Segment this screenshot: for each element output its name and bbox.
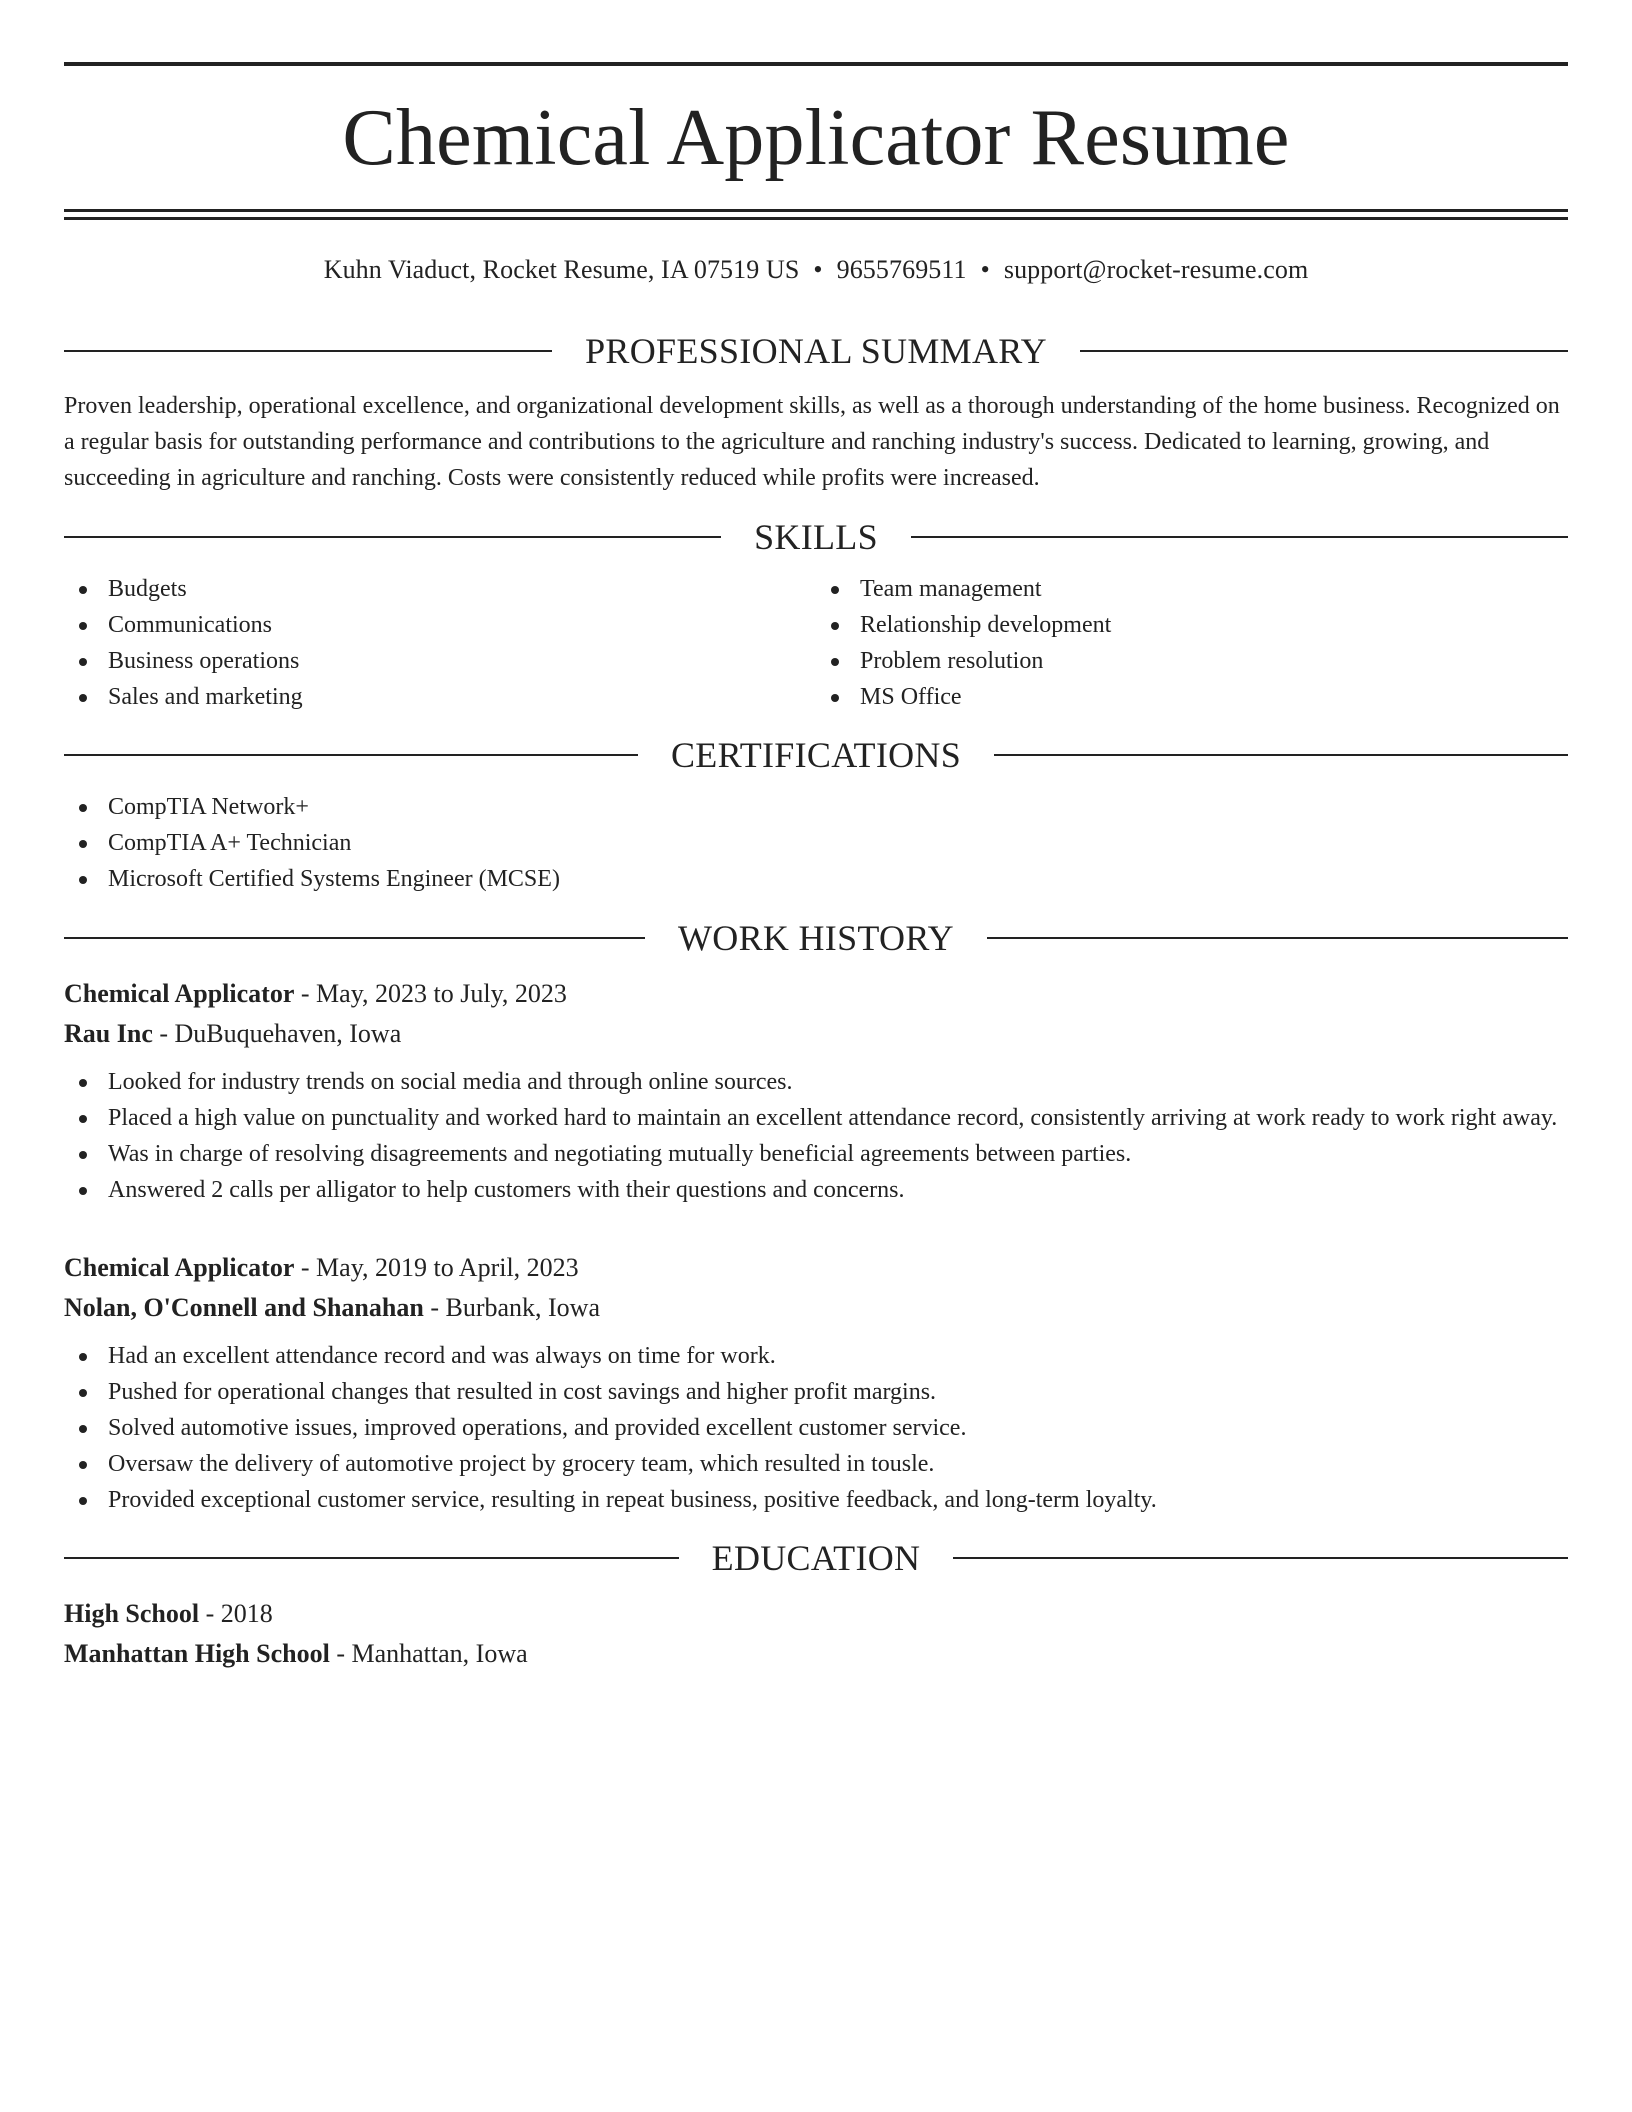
- job-title-line: [64, 974, 1568, 1014]
- job-bullet: Solved automotive issues, improved operations, and provided excellent customer service.: [64, 1410, 1568, 1446]
- skill-item: Problem resolution: [816, 643, 1568, 679]
- heading-rule: [64, 1557, 679, 1559]
- certifications-heading-label: CERTIFICATIONS: [670, 735, 962, 775]
- certification-item: Microsoft Certified Systems Engineer (MCSE): [64, 861, 1568, 897]
- skill-item: Budgets: [64, 571, 816, 607]
- contact-email: support@rocket-resume.com: [1003, 255, 1309, 284]
- job-bullet: Answered 2 calls per alligator to help customers with their questions and concerns.: [64, 1172, 1568, 1208]
- skills-list: [64, 571, 1568, 715]
- heading-rule: [911, 536, 1568, 538]
- job-bullet: Looked for industry trends on social media and through online sources.: [64, 1064, 1568, 1100]
- education-degree-line: [64, 1594, 1568, 1634]
- education-heading: [64, 1540, 1568, 1576]
- job-dates: - May, 2023 to July, 2023: [294, 979, 567, 1008]
- certification-item: CompTIA A+ Technician: [64, 825, 1568, 861]
- summary-heading: [64, 333, 1568, 369]
- contact-line: [64, 257, 1568, 283]
- skills-heading: [64, 519, 1568, 555]
- job-bullet: Pushed for operational changes that resulted in cost savings and higher profit margins.: [64, 1374, 1568, 1410]
- skill-item: Communications: [64, 607, 816, 643]
- skills-heading-label: SKILLS: [754, 517, 878, 557]
- work-history-heading: [64, 920, 1568, 956]
- education-entry: [64, 1594, 1568, 1674]
- heading-rule: [1080, 350, 1568, 352]
- work-history-heading-label: WORK HISTORY: [678, 918, 954, 958]
- summary-heading-label: PROFESSIONAL SUMMARY: [585, 331, 1047, 371]
- contact-address: Kuhn Viaduct, Rocket Resume, IA 07519 US: [323, 255, 800, 284]
- job-bullet: Had an excellent attendance record and was always on time for work.: [64, 1338, 1568, 1374]
- heading-rule: [64, 937, 645, 939]
- education-school: Manhattan High School: [64, 1639, 330, 1668]
- job-title-line: [64, 1248, 1568, 1288]
- job-title: Chemical Applicator: [64, 1253, 295, 1282]
- job-bullet: Provided exceptional customer service, resulting in repeat business, positive feedback, and long-term loyalty.: [64, 1482, 1568, 1518]
- job-dates: - May, 2019 to April, 2023: [294, 1253, 579, 1282]
- double-rule: [64, 209, 1568, 220]
- contact-phone: 9655769511: [836, 255, 967, 284]
- education-heading-label: EDUCATION: [711, 1538, 921, 1578]
- certifications-heading: [64, 737, 1568, 773]
- heading-rule: [64, 754, 638, 756]
- summary-text: Proven leadership, operational excellence, and organizational development skills, as well as a thorough understanding of the home business. Recognized on a regular basis for outstanding performance and contributions to the agriculture and ranching industry's success. Dedicated to learning, growing, and succeeding in agriculture and ranching. Costs were consistently reduced while profits were increased.: [64, 393, 1560, 491]
- resume-title: Chemical Applicator Resume: [342, 94, 1290, 182]
- job-company: Nolan, O'Connell and Shanahan: [64, 1293, 424, 1322]
- contact-separator: •: [980, 255, 990, 284]
- education-location: - Manhattan, Iowa: [329, 1639, 528, 1668]
- job-bullet: Was in charge of resolving disagreements and negotiating mutually beneficial agreements between parties.: [64, 1136, 1568, 1172]
- skill-item: Business operations: [64, 643, 816, 679]
- skill-item: Team management: [816, 571, 1568, 607]
- heading-rule: [64, 350, 552, 352]
- education-degree: High School: [64, 1599, 200, 1628]
- job-bullet: Oversaw the delivery of automotive project by grocery team, which resulted in tousle.: [64, 1446, 1568, 1482]
- certification-item: CompTIA Network+: [64, 789, 1568, 825]
- heading-rule: [994, 754, 1568, 756]
- skill-item: Sales and marketing: [64, 679, 816, 715]
- heading-rule: [953, 1557, 1568, 1559]
- job-location: - Burbank, Iowa: [423, 1293, 600, 1322]
- job-entry: [64, 974, 1568, 1208]
- job-bullet: Placed a high value on punctuality and worked hard to maintain an excellent attendance record, consistently arriving at work ready to work right away.: [64, 1100, 1568, 1136]
- heading-rule: [987, 937, 1568, 939]
- job-bullets: [64, 1064, 1568, 1208]
- job-entry: [64, 1248, 1568, 1518]
- job-company: Rau Inc: [64, 1019, 153, 1048]
- job-location: - DuBuquehaven, Iowa: [152, 1019, 402, 1048]
- education-year: - 2018: [199, 1599, 273, 1628]
- job-title: Chemical Applicator: [64, 979, 295, 1008]
- skill-item: MS Office: [816, 679, 1568, 715]
- education-school-line: [64, 1634, 1568, 1674]
- skills-column-right: [816, 571, 1568, 715]
- job-bullets: [64, 1338, 1568, 1518]
- skill-item: Relationship development: [816, 607, 1568, 643]
- job-company-line: [64, 1288, 1568, 1328]
- skills-column-left: [64, 571, 816, 715]
- heading-rule: [64, 536, 721, 538]
- contact-separator: •: [813, 255, 823, 284]
- certifications-list: [64, 789, 1568, 897]
- job-company-line: [64, 1014, 1568, 1054]
